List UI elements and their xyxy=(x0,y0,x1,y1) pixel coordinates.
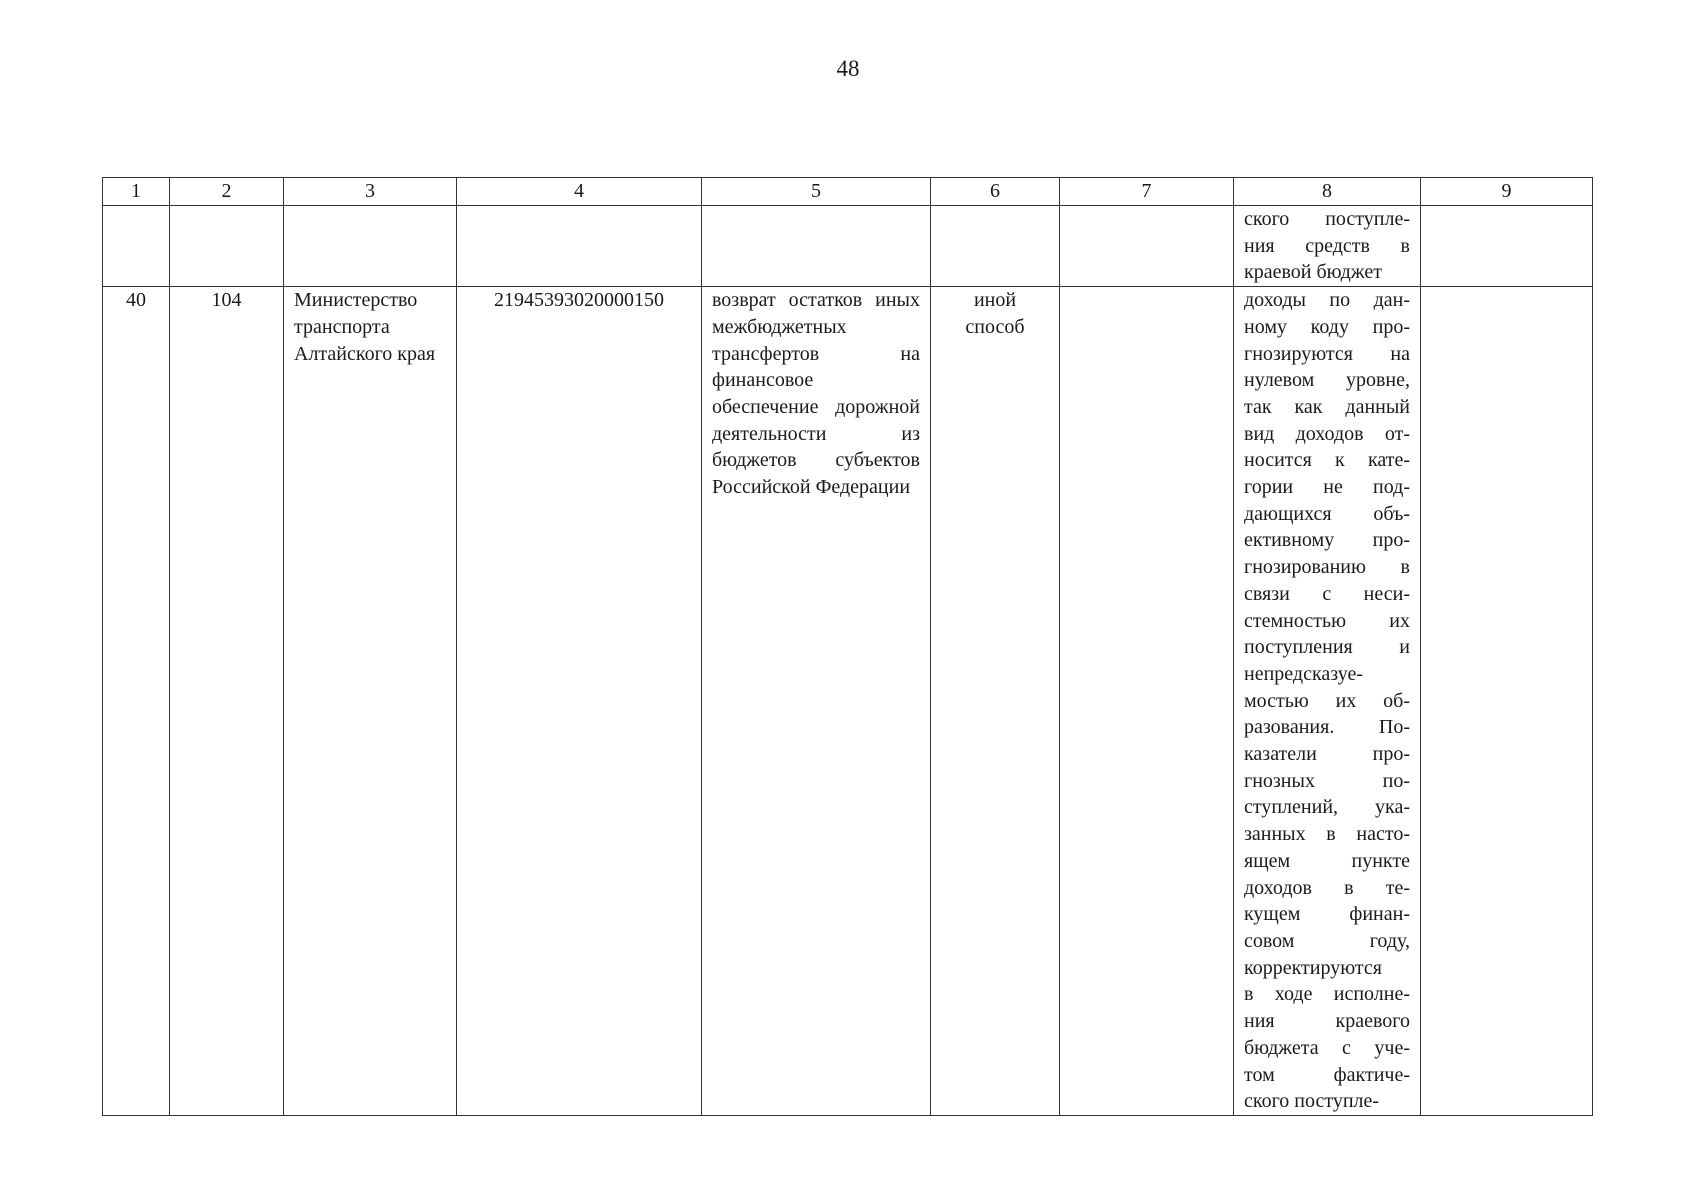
header-cell-1: 1 xyxy=(103,178,170,206)
description-line: доходы по дан- xyxy=(1244,289,1410,312)
revenue-name: возврат остатков иных межбюджетных трансфертов на финансовое обеспечение дорожной деятельности из бюджетов субъектов Российской Федерации xyxy=(702,287,931,1116)
revenue-table xyxy=(102,177,1593,1116)
cont-line: ского поступле- xyxy=(1244,208,1410,230)
description-line: связи с неси- xyxy=(1244,582,1410,605)
description-line: так как данный xyxy=(1244,395,1410,418)
description-line: дающихся объ- xyxy=(1244,502,1410,525)
cont-cell-8 xyxy=(1234,206,1421,287)
description-line: совом году, xyxy=(1244,929,1410,952)
description-line: занных в насто- xyxy=(1244,823,1410,846)
description-line: ному коду про- xyxy=(1244,315,1410,338)
continuation-row xyxy=(103,206,1593,287)
description-line: бюджета с уче- xyxy=(1244,1036,1410,1059)
header-cell-9: 9 xyxy=(1421,178,1593,206)
description-line: ящем пункте xyxy=(1244,849,1410,872)
description-line: мостью их об- xyxy=(1244,689,1410,712)
description-line: непредсказуе- xyxy=(1244,662,1363,685)
row-number: 40 xyxy=(103,287,170,1116)
cont-cell-9 xyxy=(1421,206,1593,287)
description-line: доходов в те- xyxy=(1244,876,1410,899)
page-number: 48 xyxy=(836,56,860,81)
cont-cell-3 xyxy=(284,206,457,287)
header-cell-4: 4 xyxy=(457,178,702,206)
header-cell-8: 8 xyxy=(1234,178,1421,206)
table-row xyxy=(103,287,1593,1116)
cont-line: ния средств в xyxy=(1244,234,1410,257)
cont-cell-2 xyxy=(170,206,284,287)
header-cell-2: 2 xyxy=(170,178,284,206)
description-line: гнозных по- xyxy=(1244,769,1410,792)
description-line: носится к кате- xyxy=(1244,449,1410,472)
col7-cell xyxy=(1060,287,1234,1116)
cont-cell-7 xyxy=(1060,206,1234,287)
administrator-code: 104 xyxy=(170,287,284,1116)
header-cell-6: 6 xyxy=(931,178,1060,206)
description-line: ективному про- xyxy=(1244,529,1410,552)
description-line: ния краевого xyxy=(1244,1010,1410,1033)
cont-cell-4 xyxy=(457,206,702,287)
header-cell-5: 5 xyxy=(702,178,931,206)
description-line: ского поступле- xyxy=(1244,1090,1380,1113)
cont-cell-1 xyxy=(103,206,170,287)
description-line: гории не под- xyxy=(1244,476,1410,499)
header-cell-3: 3 xyxy=(284,178,457,206)
col9-cell xyxy=(1421,287,1593,1116)
description-line: ступлений, ука- xyxy=(1244,796,1410,819)
description-line: гнозируются на xyxy=(1244,342,1410,365)
description-line: стемностью их xyxy=(1244,609,1410,632)
cont-line: краевой бюджет xyxy=(1244,261,1382,284)
description-line: разования. По- xyxy=(1244,716,1410,739)
forecast-description xyxy=(1234,287,1421,1116)
description-line: нулевом уровне, xyxy=(1244,369,1410,392)
description-line: казатели про- xyxy=(1244,743,1410,766)
description-line: кущем финан- xyxy=(1244,903,1410,926)
cont-cell-6 xyxy=(931,206,1060,287)
administrator-name: Министерство транспорта Алтайского края xyxy=(284,287,457,1116)
header-cell-7: 7 xyxy=(1060,178,1234,206)
cont-cell-5 xyxy=(702,206,931,287)
description-line: том фактиче- xyxy=(1244,1063,1410,1086)
budget-classification-code: 21945393020000150 xyxy=(457,287,702,1116)
description-line: в ходе исполне- xyxy=(1244,983,1410,1006)
description-line: вид доходов от- xyxy=(1244,422,1410,445)
description-line: поступления и xyxy=(1244,636,1410,659)
description-line: гнозированию в xyxy=(1244,556,1410,579)
forecast-method: иной способ xyxy=(931,287,1060,1116)
table-header-row xyxy=(103,178,1593,206)
description-line: корректируются xyxy=(1244,956,1382,979)
